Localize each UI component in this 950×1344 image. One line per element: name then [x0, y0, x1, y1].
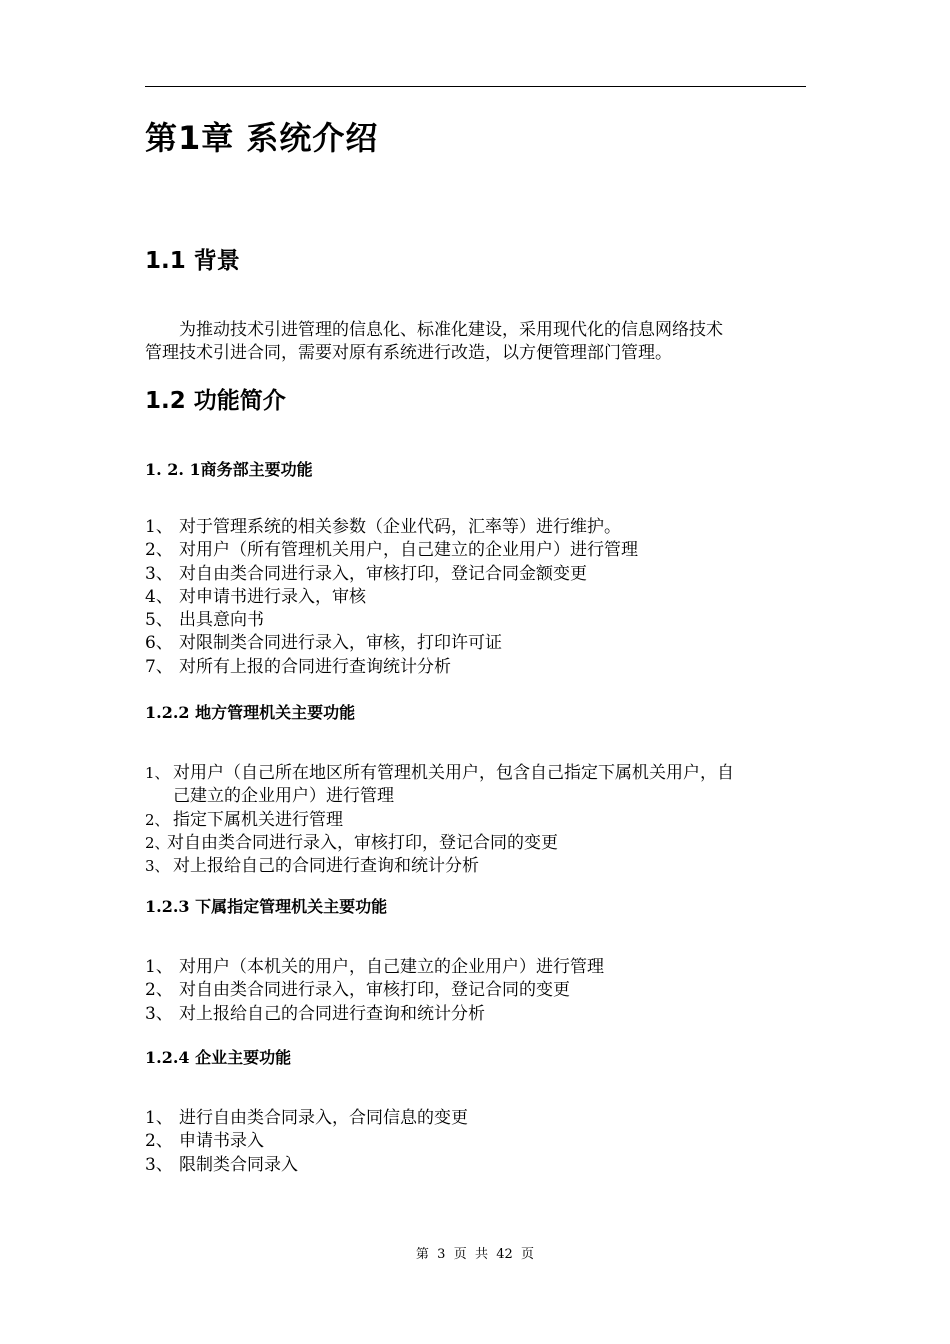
- list-text: 对用户（所有管理机关用户，自己建立的企业用户）进行管理: [179, 540, 638, 561]
- list-text-continuation: 己建立的企业用户）进行管理: [173, 786, 394, 807]
- list-item: [145, 762, 810, 809]
- list-text: 对所有上报的合同进行查询统计分析: [179, 656, 451, 677]
- paragraph-line: 管理技术引进合同，需要对原有系统进行改造，以方便管理部门管理。: [145, 343, 672, 363]
- list-text: 对上报给自己的合同进行查询和统计分析: [179, 1003, 485, 1024]
- list-item: [145, 1154, 810, 1177]
- list-text: 出具意向书: [179, 610, 264, 631]
- subordinate-function-list: [145, 956, 810, 1026]
- list-number: 3、: [145, 857, 170, 876]
- commerce-function-list: [145, 516, 810, 679]
- list-text: 对上报给自己的合同进行查询和统计分析: [173, 856, 479, 877]
- paragraph-line: 为推动技术引进管理的信息化、标准化建设，采用现代化的信息网络技术: [179, 320, 723, 340]
- list-item: [145, 632, 810, 655]
- list-number: 4、: [145, 586, 173, 607]
- list-number: 5、: [145, 610, 173, 631]
- list-text: 对限制类合同进行录入，审核，打印许可证: [179, 633, 502, 654]
- list-item: [145, 656, 810, 679]
- list-number: 2、: [145, 980, 173, 1001]
- list-number: 1、: [145, 1108, 173, 1128]
- list-number: 3、: [145, 563, 173, 584]
- list-number: 3、: [145, 1003, 173, 1024]
- list-item: [145, 586, 810, 609]
- list-number: 3、: [145, 1154, 173, 1175]
- list-text: 对申请书进行录入，审核: [179, 586, 366, 607]
- chapter-title: 第1章 系统介绍: [145, 119, 379, 157]
- list-text: 对用户（本机关的用户，自己建立的企业用户）进行管理: [179, 957, 604, 977]
- list-text: 申请书录入: [179, 1131, 264, 1152]
- list-text: 对自由类合同进行录入，审核打印，登记合同金额变更: [179, 563, 587, 584]
- list-text: 对自由类合同进行录入，审核打印，登记合同的变更: [179, 980, 570, 1001]
- list-number: 2、: [145, 833, 170, 852]
- list-text: 进行自由类合同录入，合同信息的变更: [179, 1108, 468, 1128]
- list-number: 1、: [145, 517, 173, 537]
- list-item: [145, 563, 810, 586]
- list-text: 对用户（自己所在地区所有管理机关用户，包含自己指定下属机关用户，自: [173, 763, 734, 783]
- list-number: 1、: [145, 957, 173, 977]
- list-item: [145, 956, 810, 979]
- list-item: [145, 809, 810, 832]
- subsection-heading-subordinate: 1.2.3 下属指定管理机关主要功能: [145, 897, 388, 916]
- background-paragraph: [145, 319, 807, 365]
- list-text: 指定下属机关进行管理: [173, 809, 343, 830]
- list-number: 7、: [145, 656, 173, 677]
- section-heading-features: 1.2 功能简介: [145, 388, 286, 414]
- list-item: [145, 609, 810, 632]
- enterprise-function-list: [145, 1107, 810, 1177]
- subsection-heading-commerce: 1. 2. 1商务部主要功能: [145, 460, 313, 479]
- page-footer: 第 3 页 共 42 页: [415, 1247, 535, 1262]
- list-item: [145, 516, 810, 539]
- section-heading-background: 1.1 背景: [145, 248, 240, 274]
- list-item: [145, 832, 810, 855]
- subsection-heading-enterprise: 1.2.4 企业主要功能: [145, 1048, 292, 1067]
- subsection-heading-local: 1.2.2 地方管理机关主要功能: [145, 703, 356, 722]
- list-number: 2、: [145, 540, 173, 561]
- list-item: [145, 1130, 810, 1153]
- local-function-list: [145, 762, 810, 878]
- header-rule: [145, 86, 806, 87]
- list-text: 对于管理系统的相关参数（企业代码，汇率等）进行维护。: [179, 517, 621, 537]
- list-item: [145, 979, 810, 1002]
- list-number: 2、: [145, 1131, 173, 1152]
- list-text: 对自由类合同进行录入，审核打印，登记合同的变更: [167, 832, 558, 853]
- list-item: [145, 1003, 810, 1026]
- list-item: [145, 1107, 810, 1130]
- list-number: 6、: [145, 633, 173, 654]
- list-number: 1、: [145, 764, 170, 782]
- list-number: 2、: [145, 810, 170, 829]
- list-item: [145, 855, 810, 878]
- list-text: 限制类合同录入: [179, 1154, 298, 1175]
- list-item: [145, 539, 810, 562]
